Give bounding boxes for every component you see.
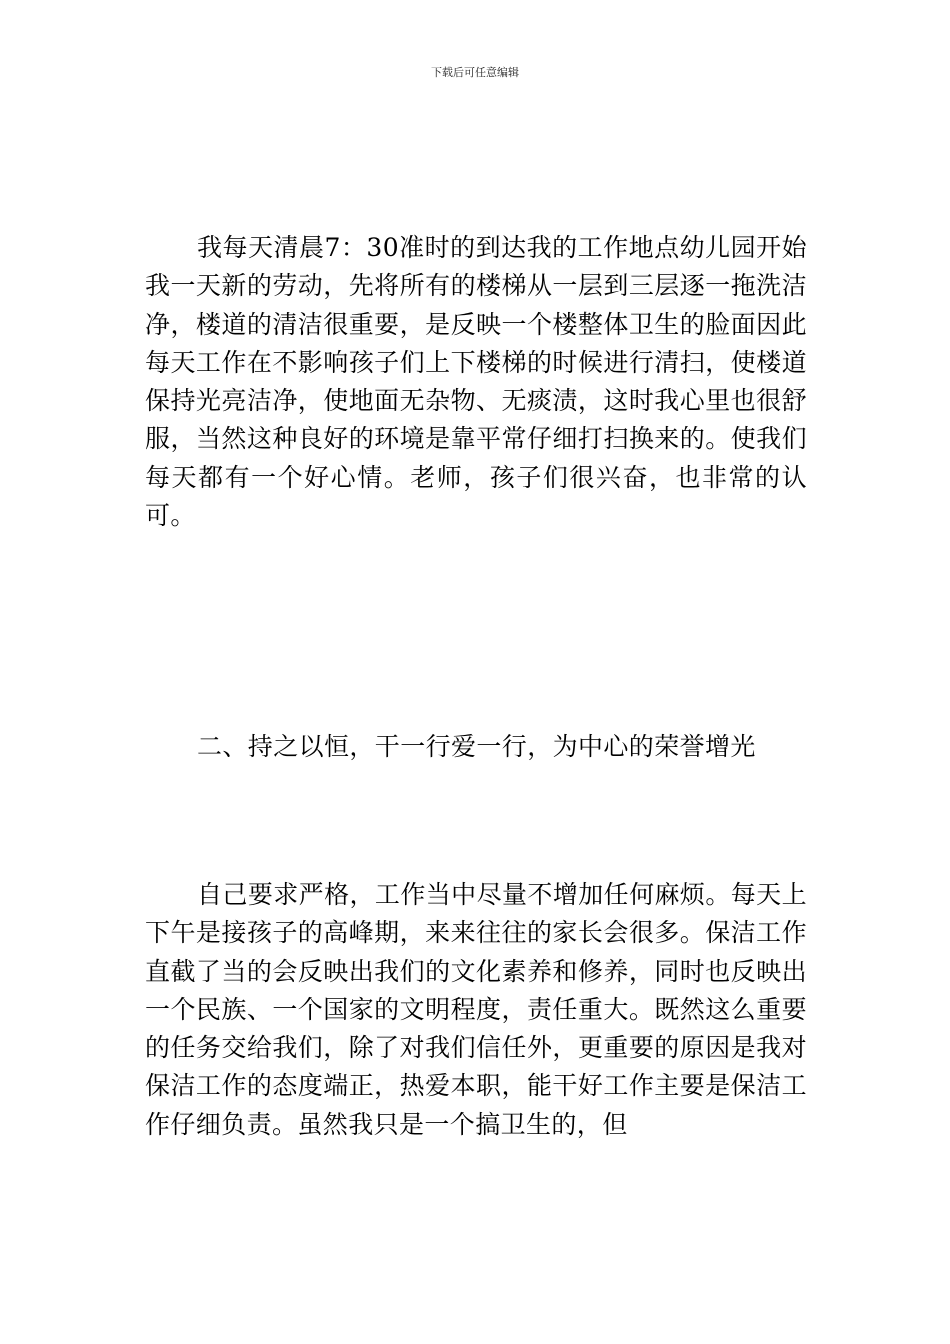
section-heading-2: 二、持之以恒，干一行爱一行，为中心的荣誉增光 bbox=[197, 732, 756, 761]
paragraph-strict-requirements: 自己要求严格，工作当中尽量不增加任何麻烦。每天上下午是接孩子的高峰期，来来往往的家长会很多。保洁工作直截了当的会反映出我们的文化素养和修养，同时也反映出一个民族、一个国家的文明程度，责任重大。既然这么重要的任务交给我们，除了对我们信任外，更重要的原因是我对保洁工作的态度端正，热爱本职，能干好工作主要是保洁工作仔细负责。虽然我只是一个搞卫生的，但 bbox=[145, 880, 807, 1139]
paragraph-daily-cleaning: 我每天清晨7：30准时的到达我的工作地点幼儿园开始我一天新的劳动，先将所有的楼梯从一层到三层逐一拖洗洁净，楼道的清洁很重要，是反映一个楼整体卫生的脸面因此每天工作在不影响孩子们上下楼梯的时候进行清扫，使楼道保持光亮洁净，使地面无杂物、无痰渍，这时我心里也很舒服，当然这种良好的环境是靠平常仔细打扫换来的。使我们每天都有一个好心情。老师，孩子们很兴奋，也非常的认可。 bbox=[145, 233, 807, 531]
page-header-note: 下载后可任意编辑 bbox=[431, 66, 519, 79]
